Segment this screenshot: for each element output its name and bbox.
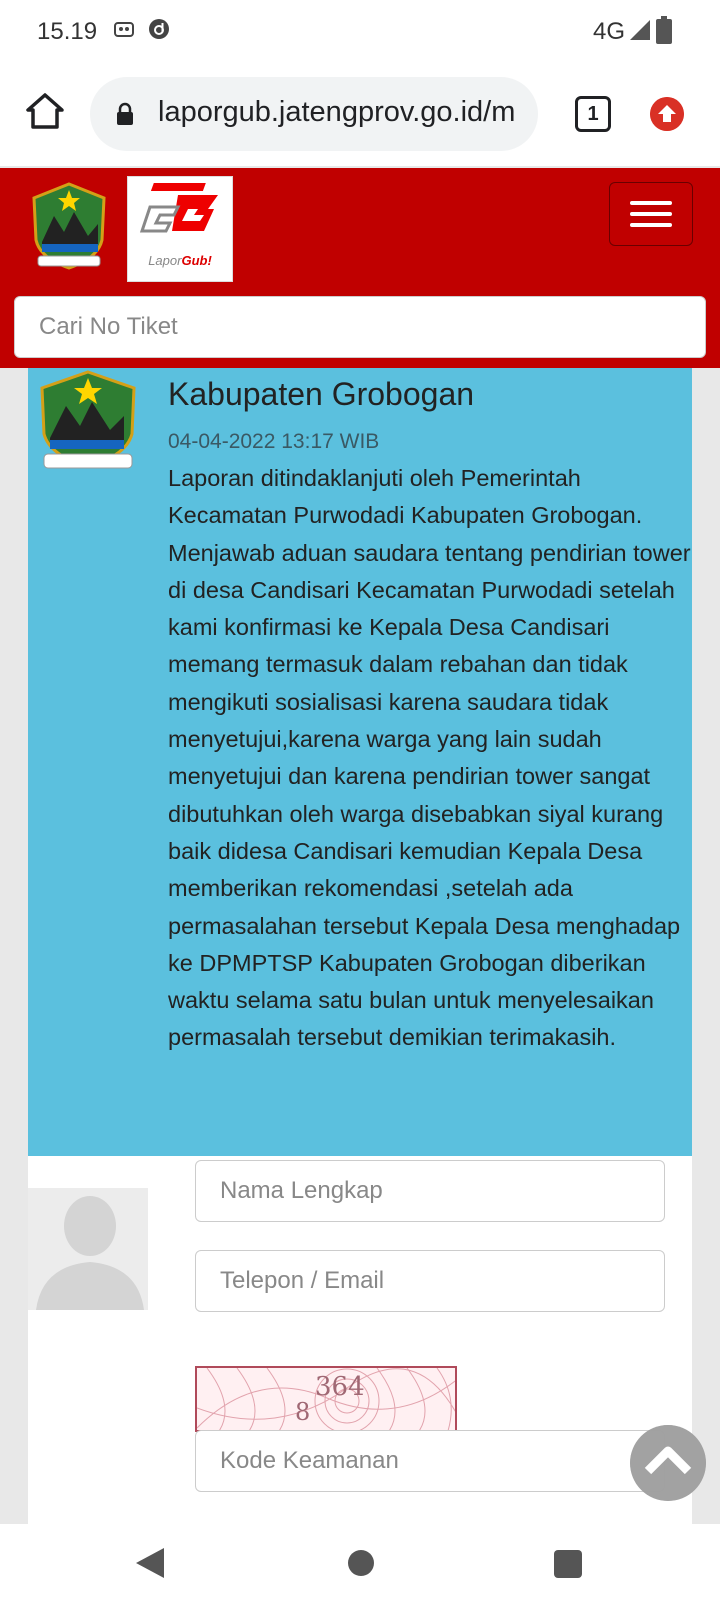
ticket-search-input[interactable] (14, 296, 706, 358)
status-bar (0, 0, 720, 62)
status-time: 15.19 (37, 18, 98, 45)
home-icon[interactable] (24, 90, 66, 132)
reply-author: Kabupaten Grobogan (168, 376, 475, 412)
site-header (0, 168, 720, 368)
network-type: 4G (592, 18, 625, 45)
avatar (28, 1188, 148, 1310)
captcha-char: 364 (315, 1372, 365, 1402)
contact-input[interactable] (195, 1250, 665, 1312)
captcha-image (195, 1366, 457, 1432)
security-code-input[interactable] (195, 1430, 665, 1492)
default-avatar-icon (28, 1188, 148, 1310)
central-java-crest-icon[interactable] (28, 180, 110, 274)
notification-app-icon (113, 18, 135, 40)
recent-apps-icon[interactable] (554, 1550, 582, 1578)
arrow-up-circle-icon[interactable] (650, 97, 684, 131)
hamburger-icon[interactable] (609, 182, 693, 246)
tab-switcher-button[interactable]: 1 (575, 96, 611, 132)
chevron-up-icon[interactable] (630, 1425, 706, 1501)
laporgub-mark-icon (128, 177, 232, 253)
grobogan-crest-icon (32, 368, 144, 476)
captcha-char: 8 (295, 1398, 311, 1426)
lock-icon (116, 102, 134, 126)
system-nav-bar (0, 1524, 720, 1600)
reply-datetime: 04-04-2022 13:17 WIB (168, 430, 380, 453)
official-reply (28, 368, 692, 1156)
reply-body: Laporan ditindaklanjuti oleh Pemerintah Kecamatan Purwodadi Kabupaten Grobogan. Menjawab aduan saudara tentang pendirian tower di desa Candisari Kecamatan Purwodadi setelah kami konfirmasi ke Kepala Desa Candisari memang termasuk dalam rebahan dan tidak mengikuti sosialisasi karena saudara tidak menyetujui,karena warga yang lain sudah menyetujui dan karena pendirian tower sangat dibutuhkan oleh warga disebabkan siyal kurang baik didesa Candisari kemudian Kepala Desa memberikan rekomendasi ,setelah ada permasalahan tersebut Kepala Desa menghadap ke DPMPTSP Kabupaten Grobogan diberikan waktu selama satu bulan untuk menyelesaikan permasalah tersebut demikian terimakasih. (168, 465, 691, 1051)
url-text: laporgub.jatengprov.go.id/m (158, 96, 516, 128)
content-card (28, 368, 692, 1524)
laporgub-wordmark: LaporGub! (148, 253, 212, 268)
notification-d-icon (148, 18, 170, 40)
signal-icon (630, 20, 650, 40)
nav-home-icon[interactable] (348, 1550, 374, 1576)
name-input[interactable] (195, 1160, 665, 1222)
back-icon[interactable] (136, 1548, 164, 1578)
battery-icon (656, 16, 672, 44)
laporgub-logo[interactable] (127, 176, 233, 282)
url-bar[interactable] (90, 77, 538, 151)
browser-toolbar (0, 62, 720, 166)
